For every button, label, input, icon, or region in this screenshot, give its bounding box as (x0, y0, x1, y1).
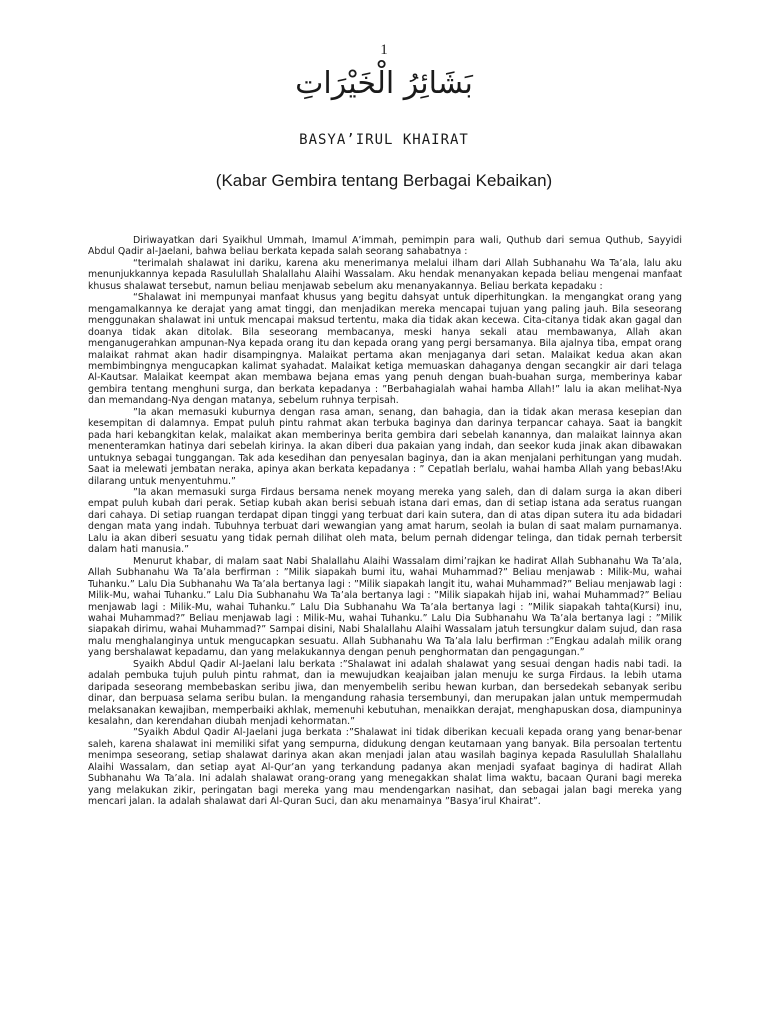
paragraph: Menurut khabar, di malam saat Nabi Shalallahu Alaihi Wassalam dimi’rajkan ke hadirat Allah Subhanahu Wa Ta’ala, Allah Subhanahu Wa Ta’ala berfirman : ”Milik siapakah bumi itu, wahai Muhammad?” Beliau menjawab : Milik-Mu, wahai Tuhanku.” Lalu Dia Subhanahu Wa Ta’ala bertanya lagi : ”Milik siapakah langit itu, wahai Muhammad?” Beliau menjawab lagi : Milik-Mu, wahai Tuhanku.” Lalu Dia Subhanahu Wa Ta’ala bertanya lagi : ”Milik siapakah hijab ini, wahai Muhammad?” Beliau menjawab lagi : Milik-Mu, wahai Tuhanku.” Lalu Dia Subhanahu Wa Ta’ala bertanya lagi : ”Milik siapakah tahta(Kursi) inu, wahai Muhammad?” Beliau menjawab lagi : Milik-Mu, wahai Tuhanku.” Lalu Dia Subhanahu Wa Ta’ala bertanya lagi : ”Milik siapakah dirimu, wahai Muhammad?” Sampai disini, Nabi Shalallahu Alaihi Wassalam jatuh tersungkur dalam sujud, dan rasa malu menghalanginya untuk mengucapkan sesuatu. Allah Subhanahu Wa Ta’ala lalu berfirman :”Engkau adalah milik orang yang bershalawat kepadamu, dan yang melakukannya dengan penuh penghormatan dan pengagungan.” (88, 555, 682, 659)
paragraph: “Shalawat ini mempunyai manfaat khusus yang begitu dahsyat untuk diperhitungkan. Ia mengangkat orang yang mengamalkannya ke derajat yang amat tinggi, dan menjadikan mereka mencapai tujuan yang paling jauh. Bila seseorang menggunakan shalawat ini untuk mencapai maksud tertentu, maka dia tidak akan kecewa. Cita-citanya tidak akan gagal dan doanya tidak akan ditolak. Bila seseorang membacanya, meski hanya sekali atau membawanya, Allah akan menganugerahkan ampunan-Nya kepada orang itu dan kepada orang yang pergi bersamanya. Bila ajalnya tiba, empat orang malaikat rahmat akan hadir disampingnya. Malaikat pertama akan menjaganya dari setan. Malaikat kedua akan akan membimbingnya mengucapkan kalimat syahadat. Malaikat ketiga memuaskan dahaganya dengan secangkir air dari telaga Al-Kautsar. Malaikat keempat akan membawa bejana emas yang penuh dengan buah-buahan surga, memberinya kabar gembira tentang menghuni surga, dan berkata kepadanya : ”Berbahagialah wahai hamba Allah!” lalu ia akan melihat-Nya dan memandang-Nya dengan matanya, sebelum ruhnya terpisah. (88, 292, 682, 407)
arabic-title: بَشَائِرُ الْخَيْرَاتِ (295, 66, 473, 101)
paragraph: Syaikh Abdul Qadir Al-Jaelani lalu berkata :”Shalawat ini adalah shalawat yang sesuai dengan hadis nabi tadi. Ia adalah pembuka tujuh puluh pintu rahmat, dan ia mewujudkan keajaiban jalan menuju ke surga Firdaus. Ia lebih utama daripada seseorang membebaskan seribu jiwa, dan menyembelih seribu hewan kurban, dan bersedekah sebanyak seribu dinar, dan berpuasa selama seribu bulan. Ia mengandung rahasia tersembunyi, dan merupakan jalan untuk mempermudah melaksanakan kewajiban, memperbaiki akhlak, memenuhi kebutuhan, menaikkan derajat, menghapuskan dosa, diampuninya kesalahn, dan kerendahan diubah menjadi kehormatan.” (88, 658, 682, 728)
page-number: 1 (380, 42, 388, 58)
paragraph: ”Syaikh Abdul Qadir Al-Jaelani juga berkata :”Shalawat ini tidak diberikan kecuali kepada orang yang benar-benar saleh, karena shalawat ini memiliki sifat yang sempurna, didukung dengan keutamaan yang banyak. Bila persoalan tertentu menimpa seseorang, setiap shalawat darinya akan akan menjadi jalan atau wasilah baginya kepada Rasulullah Shalallahu Alaihi Wassalam, dan setiap ayat Al-Qur’an yang terkandung padanya akan menjadi syafaat baginya di hadirat Allah Subhanahu Wa Ta’ala. Ini adalah shalawat orang-orang yang menegakkan shalat lima waktu, bacaan Qurani bagi mereka yang melakukan zikir, peringatan bagi mereka yang mau mendengarkan nasihat, dan sebagai jalan bagi mereka yang mencari jalan. Ia adalah shalawat dari Al-Quran Suci, dan aku menamainya ”Basya’irul Khairat”. (88, 727, 682, 808)
page-title: BASYA’IRUL KHAIRAT (299, 132, 469, 148)
page-subtitle: (Kabar Gembira tentang Berbagai Kebaikan) (215, 171, 553, 190)
paragraph: “terimalah shalawat ini dariku, karena aku menerimanya melalui ilham dari Allah Subhanahu Wa Ta’ala, lalu aku menunjukkannya kepada Rasulullah Shalallahu Alaihi Wassalam. Aku hendak menanyakan kepada beliau mengenai manfaat khusus shalawat tersebut, namun beliau menjawab sebelum aku menanyakannya. Beliau berkata kepadaku : (88, 257, 682, 292)
paragraph: ”Ia akan memasuki kuburnya dengan rasa aman, senang, dan bahagia, dan ia tidak akan merasa kesepian dan kesempitan di dalamnya. Empat puluh pintu rahmat akan terbuka baginya dan darinya terpancar cahaya. Saat ia bangkit pada hari kebangkitan kelak, malaikat akan memberinya berita gembira dari sebelah kanannya, dan malaikat lainnya akan menenteramkan hatinya dari sebelah kirinya. Ia akan diberi dua pakaian yang indah, dan seekor kuda jinak akan dibawakan untuknya sebagai tunggangan. Tak ada kesedihan dan penyesalan baginya, dan ia akan menjalani perhitungan yang mudah. Saat ia melewati jembatan neraka, apinya akan berkata kepadanya : ” Cepatlah berlalu, wahai hamba Allah yang bebas!Aku dilarang untuk menyentuhmu.” (88, 406, 682, 487)
paragraph: Diriwayatkan dari Syaikhul Ummah, Imamul A’immah, pemimpin para wali, Quthub dari semua Quthub, Sayyidi Abdul Qadir al-Jaelani, bahwa beliau berkata kepada salah seorang sahabatnya : (88, 235, 682, 258)
body-text (88, 235, 682, 808)
paragraph: ”Ia akan memasuki surga Firdaus bersama nenek moyang mereka yang saleh, dan di dalam surga ia akan diberi empat puluh kubah dari perak. Setiap kubah akan berisi sebuah istana dari emas, dan di setiap istana ada seratus ruangan dari cahaya. Di setiap ruangan terdapat dipan tinggi yang terbuat dari kain sutera, dan di atas dipan sutera itu ada bidadari dengan mata yang indah. Tubuhnya terbuat dari wewangian yang amat harum, seolah ia bulan di saat malam purnamanya. Lalu ia akan diberi sesuatu yang tidak pernah dilihat oleh mata, belum pernah didengar telinga, dan tidak pernah terbersit dalam hati manusia.” (88, 486, 682, 556)
